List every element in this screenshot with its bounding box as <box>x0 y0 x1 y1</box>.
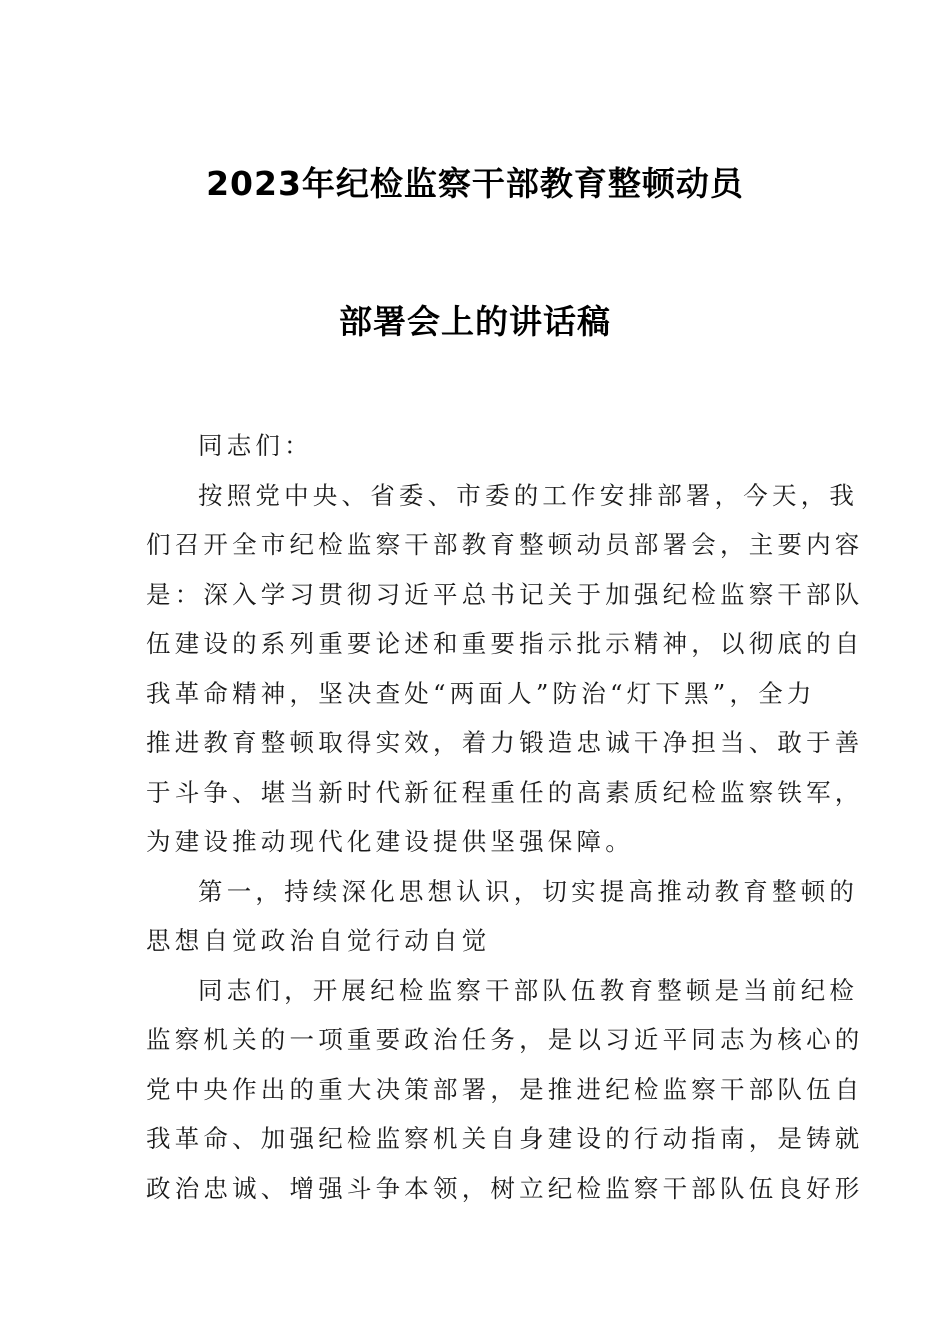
paragraph-1-line: 推进教育整顿取得实效，着力锻造忠诚干净担当、敢于善 <box>146 728 864 757</box>
paragraph-1-line: 伍建设的系列重要论述和重要指示批示精神，以彻底的自 <box>146 629 864 658</box>
paragraph-1-line: 我革命精神，坚决查处“两面人”防治“灯下黑”，全力 <box>146 678 816 708</box>
paragraph-2-line: 同志们，开展纪检监察干部队伍教育整顿是当前纪检 <box>198 975 859 1005</box>
paragraph-1-line: 于斗争、堪当新时代新征程重任的高素质纪检监察铁军， <box>146 777 864 807</box>
paragraph-1-line: 是：深入学习贯彻习近平总书记关于加强纪检监察干部队 <box>146 579 864 609</box>
paragraph-2-line: 监察机关的一项重要政治任务，是以习近平同志为核心的 <box>146 1025 864 1054</box>
paragraph-1-line: 为建设推动现代化建设提供坚强保障。 <box>146 827 634 856</box>
document-body <box>146 421 864 1213</box>
paragraph-1-line: 们召开全市纪检监察干部教育整顿动员部署会，主要内容 <box>146 530 864 559</box>
document-title-line-2: 部署会上的讲话稿 <box>339 302 611 341</box>
paragraph-2-line: 我革命、加强纪检监察机关自身建设的行动指南，是铸就 <box>146 1124 864 1153</box>
paragraph-2-line: 政治忠诚、增强斗争本领，树立纪检监察干部队伍良好形 <box>146 1173 864 1203</box>
paragraph-1-line: 按照党中央、省委、市委的工作安排部署，今天，我 <box>198 480 859 510</box>
section-1-heading-line: 第一，持续深化思想认识，切实提高推动教育整顿的 <box>198 876 859 906</box>
salutation: 同志们： <box>198 431 313 460</box>
paragraph-2-line: 党中央作出的重大决策部署，是推进纪检监察干部队伍自 <box>146 1074 864 1104</box>
section-1-heading-line: 思想自觉政治自觉行动自觉 <box>146 926 491 955</box>
document-title-line-1: 2023年纪检监察干部教育整顿动员 <box>206 164 744 203</box>
